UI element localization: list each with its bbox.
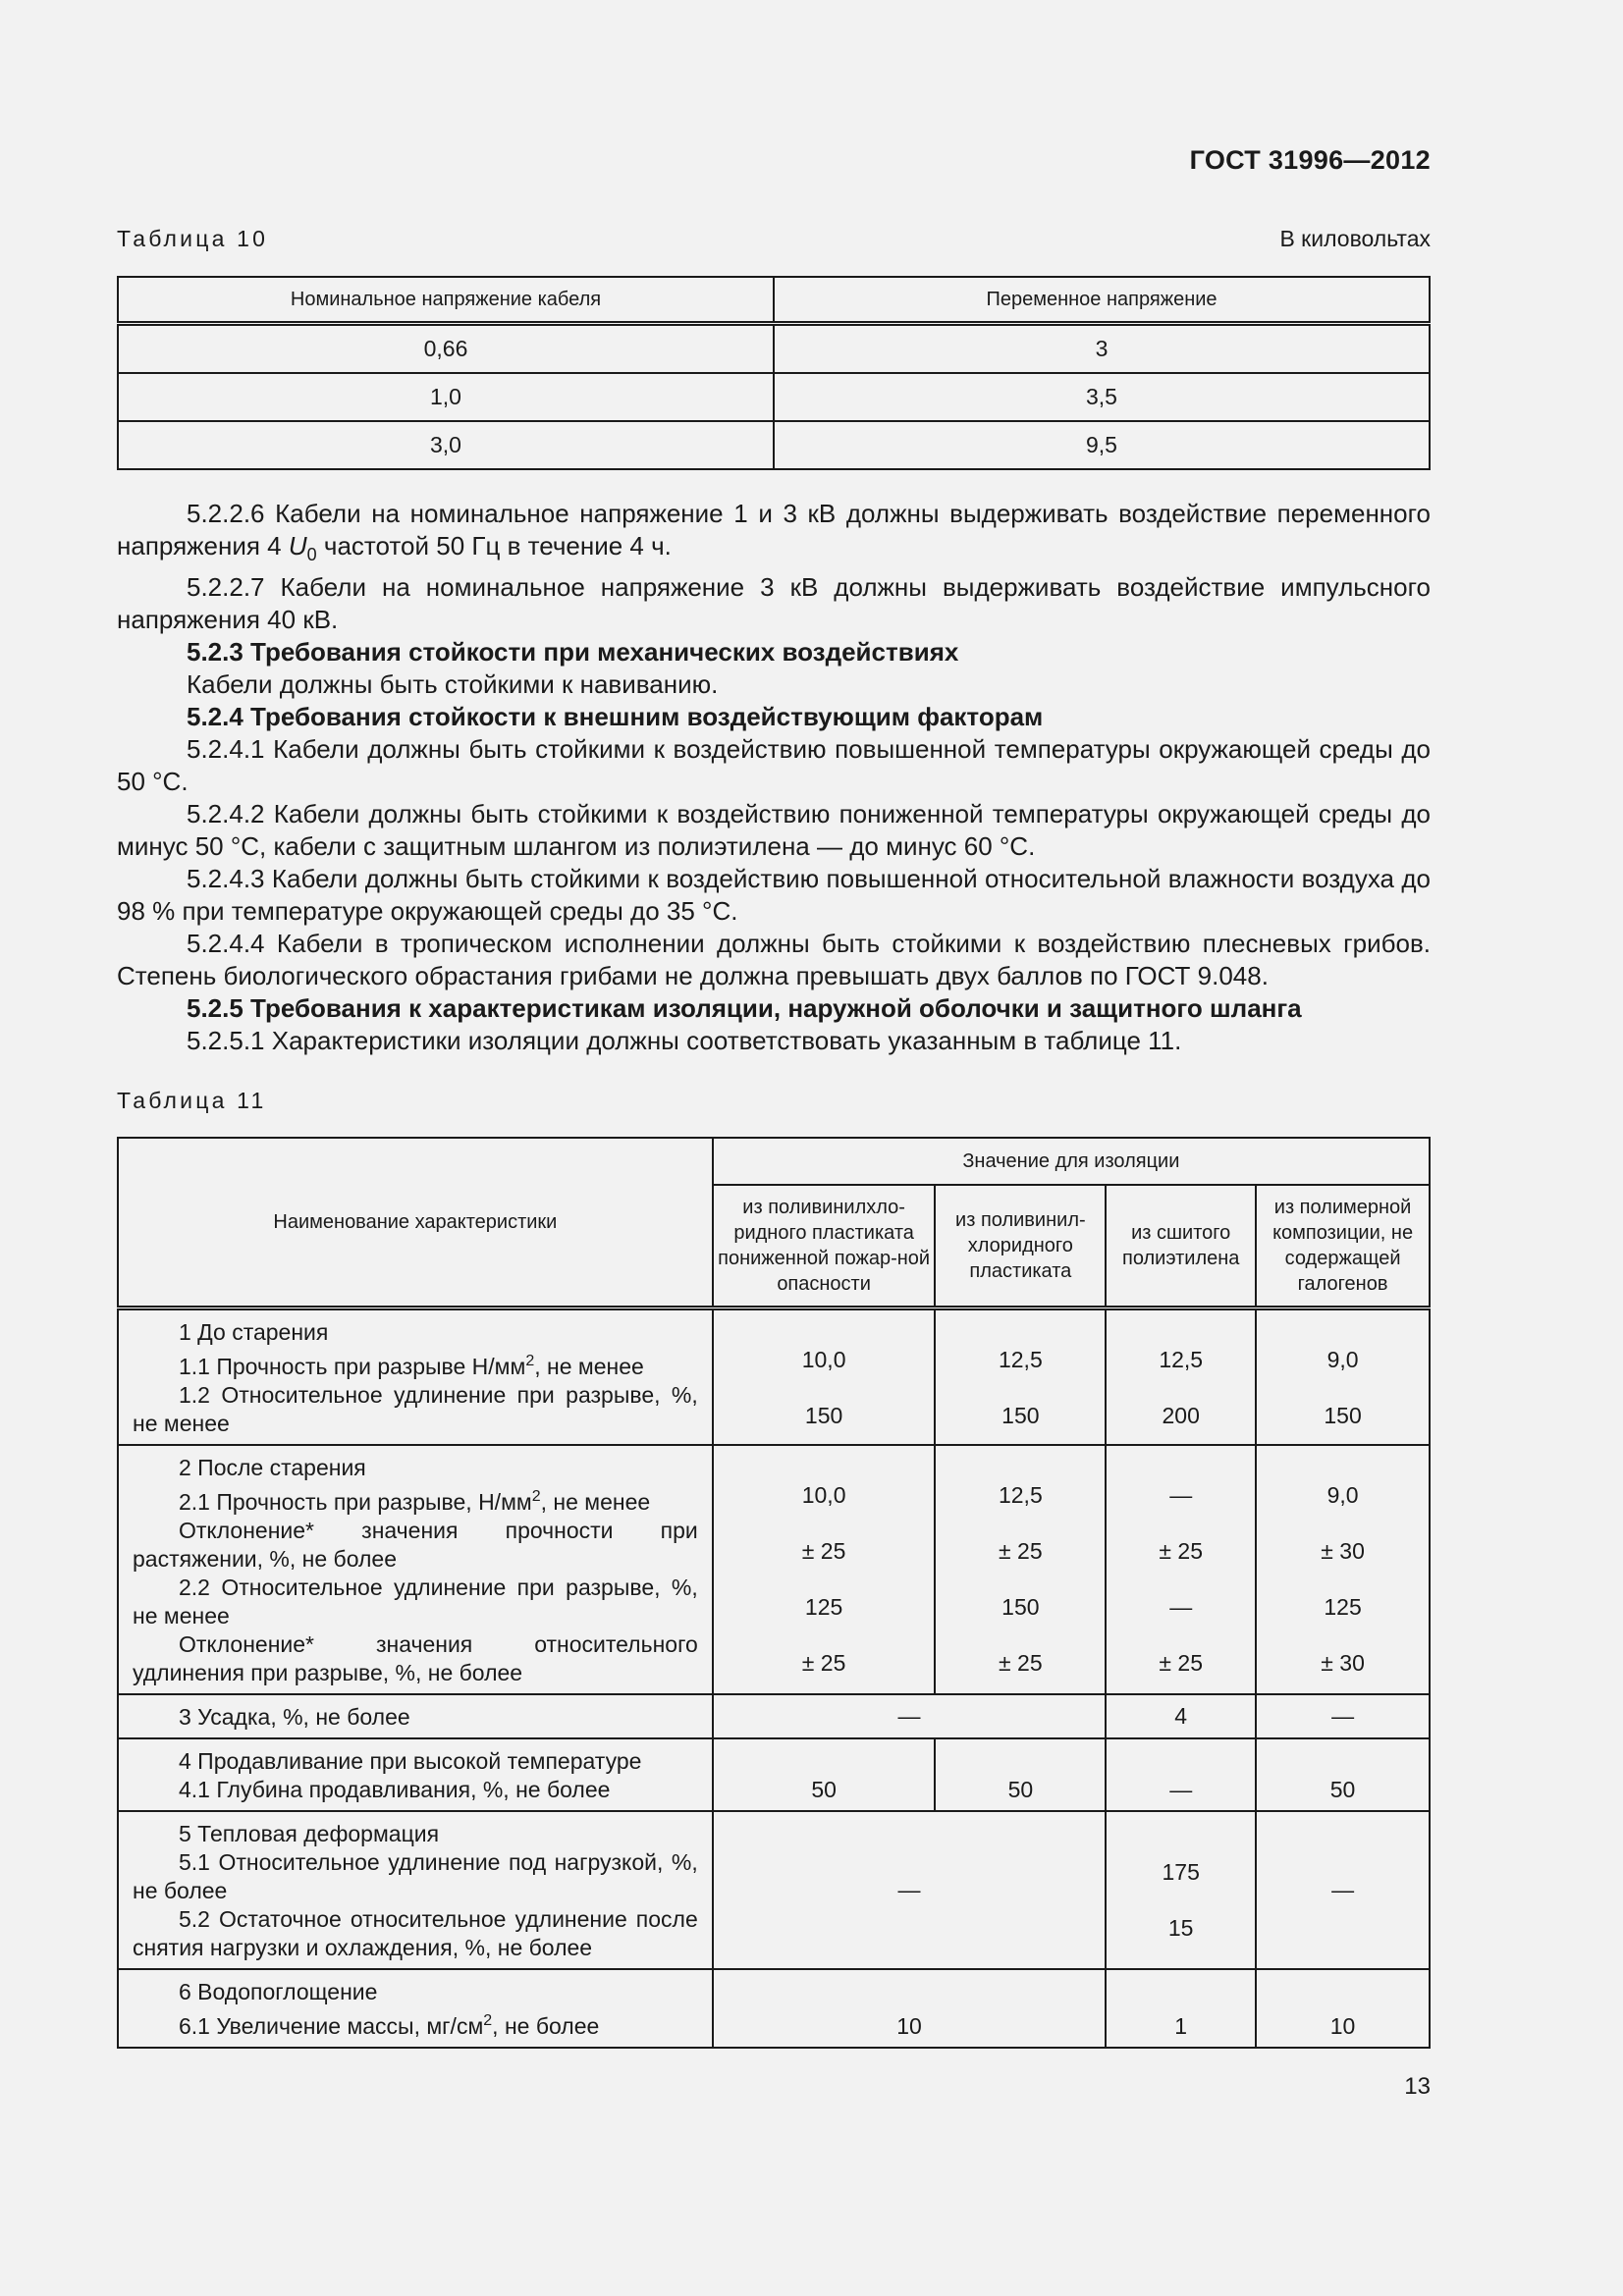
row-label: 6 Водопоглощение 6.1 Увеличение массы, $мг/см^2$, не более: [118, 1969, 713, 2048]
table-row: [118, 1308, 1430, 1446]
table11-col-header: из сшитого полиэтилена: [1106, 1185, 1256, 1308]
table11-name-header: Наименование характеристики: [118, 1138, 713, 1308]
table-10: [117, 276, 1431, 470]
table-cell: 12,5 ± 25 150 ± 25: [935, 1445, 1106, 1694]
row-label: 1 До старения 1.1 Прочность при разрыве $Н/мм^2$, не менее 1.2 Относительное удлинение при разрыве, %, не менее: [118, 1308, 713, 1446]
table-cell: 10: [713, 1969, 1107, 2048]
table-cell: 3,5: [774, 373, 1430, 421]
paragraph-5-2-5-1: 5.2.5.1 Характеристики изоляции должны соответствовать указанным в таблице 11.: [187, 1026, 1182, 1055]
section-heading-5-2-4: 5.2.4 Требования стойкости к внешним воздействующим факторам: [187, 702, 1044, 731]
table-row: [118, 324, 1430, 374]
table-cell: 3: [774, 324, 1430, 374]
table-11: [117, 1137, 1431, 2049]
table-cell: 0,66: [118, 324, 774, 374]
paragraph-5-2-2-7: 5.2.2.7 Кабели на номинальное напряжение 3 кВ должны выдерживать воздействие импульсного напряжения 40 кВ.: [117, 572, 1431, 634]
paragraph-5-2-4-4: 5.2.4.4 Кабели в тропическом исполнении должны быть стойкими к воздействию плесневых грибов. Степень биологического обрастания грибами не должна превышать двух баллов по ГОСТ 9.048.: [117, 929, 1431, 990]
table-row: [118, 1811, 1430, 1969]
row-label: 3 Усадка, %, не более: [118, 1694, 713, 1738]
paragraph-5-2-4-2: 5.2.4.2 Кабели должны быть стойкими к воздействию пониженной температуры окружающей среды до минус 50 °С, кабели с защитным шлангом из полиэтилена — до минус 60 °С.: [117, 799, 1431, 861]
table-cell: 12,5 150: [935, 1308, 1106, 1446]
table-cell: 9,0 150: [1256, 1308, 1430, 1446]
table-cell: —: [713, 1694, 1107, 1738]
row-label: 2 После старения 2.1 Прочность при разрыве, $Н/мм^2$, не менее Отклонение* значения прочности при растяжении, %, не более 2.2 Относительное удлинение при разрыве, %, не менее Отклонение* значения относительного удлинения при разрыве, %, не более: [118, 1445, 713, 1694]
table-cell: 4: [1106, 1694, 1256, 1738]
table-cell: 3,0: [118, 421, 774, 469]
table-cell: 9,5: [774, 421, 1430, 469]
page-number: 13: [1404, 2073, 1431, 2100]
table11-caption: Таблица 11: [117, 1088, 267, 1113]
table-cell: 175 15: [1106, 1811, 1256, 1969]
table-row: [118, 1738, 1430, 1811]
paragraph-5-2-2-6: 5.2.2.6 Кабели на номинальное напряжение 1 и 3 кВ должны выдерживать воздействие переменного напряжения 4 $U_0$ частотой 50 Гц в течение 4 ч.: [117, 499, 1431, 564]
paragraph-5-2-4-3: 5.2.4.3 Кабели должны быть стойкими к воздействию повышенной относительной влажности воздуха до 98 % при температуре окружающей среды до 35 °С.: [117, 864, 1431, 926]
table-cell: 10,0 150: [713, 1308, 936, 1446]
table10-col-header: Переменное напряжение: [774, 277, 1430, 324]
table-cell: 1: [1106, 1969, 1256, 2048]
paragraph-5-2-4-1: 5.2.4.1 Кабели должны быть стойкими к воздействию повышенной температуры окружающей среды до 50 °С.: [117, 734, 1431, 796]
table-cell: 12,5 200: [1106, 1308, 1256, 1446]
table-cell: 10,0 ± 25 125 ± 25: [713, 1445, 936, 1694]
table11-col-header: из поливинил-хлоридного пластиката: [935, 1185, 1106, 1308]
row-label: 4 Продавливание при высокой температуре 4.1 Глубина продавливания, %, не более: [118, 1738, 713, 1811]
table11-col-header: из полимерной композиции, не содержащей галогенов: [1256, 1185, 1430, 1308]
table-row: [118, 1445, 1430, 1694]
table-row: [118, 421, 1430, 469]
table-cell: 50: [713, 1738, 936, 1811]
document-standard-number: ГОСТ 31996—2012: [1189, 145, 1431, 175]
table10-caption: Таблица 10: [117, 226, 269, 251]
paragraph-5-2-3: Кабели должны быть стойкими к навиванию.: [187, 669, 719, 699]
table-cell: 50: [935, 1738, 1106, 1811]
table-cell: —: [1256, 1811, 1430, 1969]
table11-col-header: из поливинилхло-ридного пластиката пониженной пожар-ной опасности: [713, 1185, 936, 1308]
table10-col-header: Номинальное напряжение кабеля: [118, 277, 774, 324]
section-heading-5-2-5: 5.2.5 Требования к характеристикам изоляции, наружной оболочки и защитного шланга: [187, 993, 1302, 1023]
table-cell: —: [713, 1811, 1107, 1969]
table10-units: В киловольтах: [1279, 226, 1431, 251]
table-cell: —: [1256, 1694, 1430, 1738]
table11-group-header: Значение для изоляции: [713, 1138, 1430, 1185]
table-cell: 50: [1256, 1738, 1430, 1811]
table-cell: —: [1106, 1738, 1256, 1811]
row-label: 5 Тепловая деформация 5.1 Относительное удлинение под нагрузкой, %, не более 5.2 Остаточное относительное удлинение после снятия нагрузки и охлаждения, %, не более: [118, 1811, 713, 1969]
table-cell: 1,0: [118, 373, 774, 421]
table-row: [118, 373, 1430, 421]
table-row: [118, 1969, 1430, 2048]
table-cell: 10: [1256, 1969, 1430, 2048]
body-text: [117, 498, 1431, 1057]
table-cell: — ± 25 — ± 25: [1106, 1445, 1256, 1694]
section-heading-5-2-3: 5.2.3 Требования стойкости при механических воздействиях: [187, 637, 959, 667]
table-row: [118, 1694, 1430, 1738]
table-cell: 9,0 ± 30 125 ± 30: [1256, 1445, 1430, 1694]
